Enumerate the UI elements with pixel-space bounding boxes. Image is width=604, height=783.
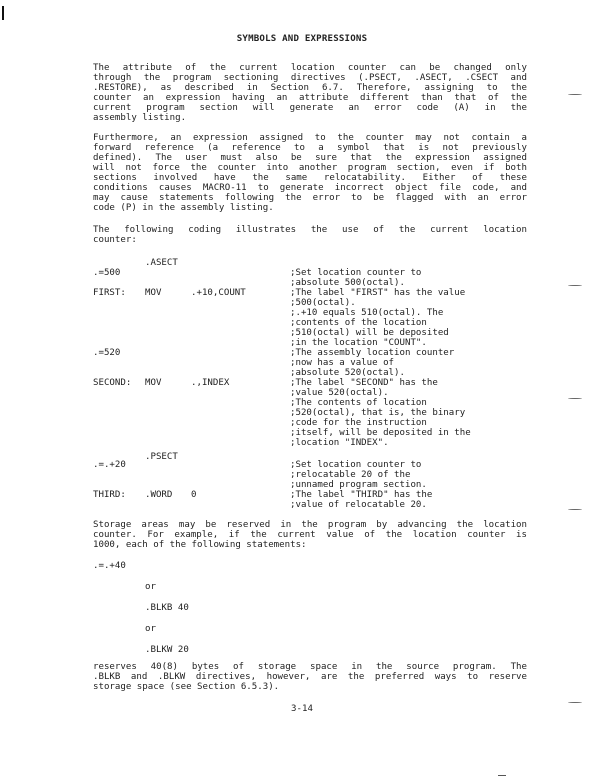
code-line (93, 298, 533, 308)
code-comment: ;absolute 520(octal). (290, 368, 405, 378)
text-line: Storage areas may be reserved in the program by advancing the location (93, 520, 527, 530)
code-line (93, 470, 533, 480)
code-operand: 0 (191, 490, 197, 500)
code-comment: ;unnamed program section. (290, 480, 427, 490)
text-line: .BLKB and .BLKW directives, however, are the preferred ways to reserve (93, 672, 527, 682)
text-line: counter: (93, 235, 137, 245)
code-operator: MOV (145, 378, 162, 388)
code-comment: ;itself, will be deposited in the (290, 428, 471, 438)
code-line (93, 490, 533, 500)
code-line (93, 428, 533, 438)
margin-mark (568, 700, 582, 706)
text-line: The following coding illustrates the use of the current location (93, 225, 527, 235)
code-line (93, 278, 533, 288)
example-statement: .BLKB 40 (145, 603, 189, 613)
code-operator: MOV (145, 288, 162, 298)
code-line (93, 308, 533, 318)
code-comment: ;value 520(octal). (290, 388, 389, 398)
text-line: conditions causes MACRO-11 to generate incorrect object file code, and (93, 183, 527, 193)
code-line (93, 378, 533, 388)
footer-dash (498, 775, 506, 776)
paragraph-forward-reference (93, 133, 527, 213)
text-line: Furthermore, an expression assigned to the counter may not contain a (93, 133, 527, 143)
code-line (93, 348, 533, 358)
code-comment: ;now has a value of (290, 358, 395, 368)
code-comment: ;500(octal). (290, 298, 356, 308)
text-line: counter an expression having an attribute different than that of the (93, 93, 527, 103)
text-line: code (P) in the assembly listing. (93, 203, 274, 213)
code-operand: .,INDEX (191, 378, 230, 388)
code-line (93, 438, 533, 448)
example-statement: .=.+40 (93, 561, 126, 571)
example-or: or (145, 624, 156, 634)
text-line: will not force the counter into another program section, even if both (93, 163, 527, 173)
code-comment: ;.+10 equals 510(octal). The (290, 308, 444, 318)
code-comment: ;520(octal), that is, the binary (290, 408, 466, 418)
code-line (93, 328, 533, 338)
code-line (93, 398, 533, 408)
example-or: or (145, 582, 156, 592)
code-line (93, 338, 533, 348)
code-line (93, 288, 533, 298)
text-line: storage space (see Section 6.5.3). (93, 682, 280, 692)
paragraph-coding-intro (93, 225, 527, 245)
margin-mark (568, 396, 582, 402)
code-line (93, 460, 533, 470)
margin-mark (568, 92, 582, 98)
text-line: may cause statements following the error to be flagged with an error (93, 193, 527, 203)
code-comment: ;relocatable 20 of the (290, 470, 411, 480)
page-header: SYMBOLS AND EXPRESSIONS (236, 34, 368, 44)
code-comment: ;The contents of location (290, 398, 427, 408)
code-operator: .ASECT (145, 258, 178, 268)
code-comment: ;absolute 500(octal). (290, 278, 405, 288)
code-operator: .PSECT (145, 452, 178, 462)
code-comment: ;in the location "COUNT". (290, 338, 427, 348)
code-comment: ;contents of the location (290, 318, 427, 328)
code-comment: ;value of relocatable 20. (290, 500, 427, 510)
code-line (93, 358, 533, 368)
code-line (93, 318, 533, 328)
code-label: SECOND: (93, 378, 132, 388)
code-operator: .WORD (145, 490, 173, 500)
example-statement: .BLKW 20 (145, 645, 189, 655)
text-line: sections involved have the same relocatability. Either of these (93, 173, 527, 183)
text-line: defined). The user must also be sure that the expression assigned (93, 153, 527, 163)
text-line: through the program sectioning directives (.PSECT, .ASECT, .CSECT and (93, 73, 527, 83)
text-line: assembly listing. (93, 113, 187, 123)
text-line: 1000, each of the following statements: (93, 540, 307, 550)
code-comment: ;The label "SECOND" has the (290, 378, 438, 388)
code-label: .=500 (93, 268, 121, 278)
text-line: counter. For example, if the current value of the location counter is (93, 530, 527, 540)
code-comment: ;The label "FIRST" has the value (290, 288, 466, 298)
paragraph-location-attribute (93, 63, 527, 123)
code-line (93, 480, 533, 490)
margin-mark (568, 507, 582, 513)
code-line (93, 258, 533, 268)
text-line: forward reference (a reference to a symbol that is not previously (93, 143, 527, 153)
text-line: current program section will generate an error code (A) in the (93, 103, 527, 113)
code-label: .=520 (93, 348, 121, 358)
code-comment: ;code for the instruction (290, 418, 427, 428)
code-label: THIRD: (93, 490, 126, 500)
code-label: .=.+20 (93, 460, 126, 470)
code-line (93, 408, 533, 418)
code-line (93, 388, 533, 398)
page-number: 3-14 (291, 704, 313, 714)
code-comment: ;The assembly location counter (290, 348, 455, 358)
code-operand: .+10,COUNT (191, 288, 246, 298)
code-comment: ;Set location counter to (290, 460, 422, 470)
code-comment: ;The label "THIRD" has the (290, 490, 433, 500)
text-line: reserves 40(8) bytes of storage space in the source program. The (93, 662, 527, 672)
code-label: FIRST: (93, 288, 126, 298)
page-edge-mark (2, 6, 4, 20)
paragraph-reserves (93, 662, 527, 692)
code-line (93, 268, 533, 278)
code-comment: ;Set location counter to (290, 268, 422, 278)
code-comment: ;location "INDEX". (290, 438, 389, 448)
text-line: .RESTORE), as described in Section 6.7. Therefore, assigning to the (93, 83, 527, 93)
code-line (93, 500, 533, 510)
margin-mark (568, 283, 582, 289)
code-line (93, 418, 533, 428)
code-comment: ;510(octal) will be deposited (290, 328, 449, 338)
text-line: The attribute of the current location counter can be changed only (93, 63, 527, 73)
code-line (93, 368, 533, 378)
paragraph-storage-areas (93, 520, 527, 550)
